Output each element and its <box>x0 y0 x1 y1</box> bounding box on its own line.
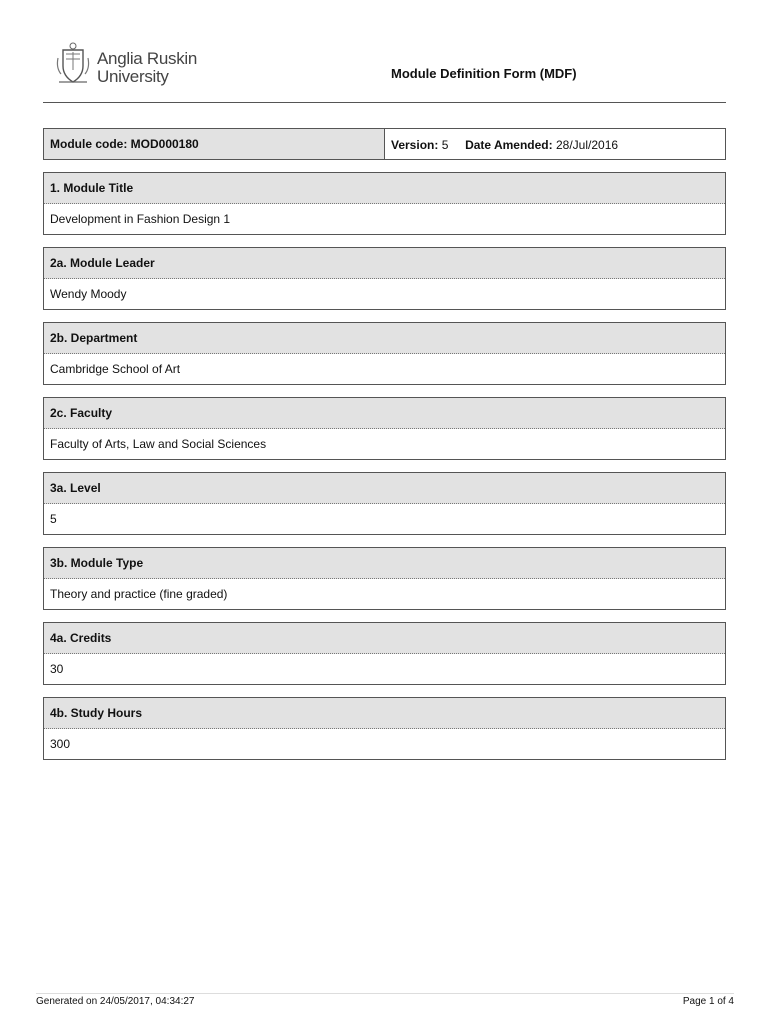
version-date <box>385 129 725 159</box>
university-crest-icon <box>55 40 91 86</box>
section-heading: 2b. Department <box>44 323 725 354</box>
section-credits <box>43 622 726 685</box>
page-header <box>43 38 726 100</box>
section-heading: 4a. Credits <box>44 623 725 654</box>
section-value: Cambridge School of Art <box>50 362 181 376</box>
section-value: Faculty of Arts, Law and Social Sciences <box>50 437 267 451</box>
section-value: Wendy Moody <box>50 287 127 301</box>
footer-divider <box>36 993 734 994</box>
section-module-title <box>43 172 726 235</box>
section-heading: 2c. Faculty <box>44 398 725 429</box>
section-value: 30 <box>50 662 64 676</box>
section-study-hours <box>43 697 726 760</box>
section-faculty <box>43 397 726 460</box>
section-value: Development in Fashion Design 1 <box>50 212 231 226</box>
section-heading: 2a. Module Leader <box>44 248 725 279</box>
section-module-leader <box>43 247 726 310</box>
section-heading: 1. Module Title <box>44 173 725 204</box>
section-value: 300 <box>50 737 71 751</box>
section-heading: 3b. Module Type <box>44 548 725 579</box>
logo-line-1: Anglia Ruskin <box>97 49 198 68</box>
section-department <box>43 322 726 385</box>
module-code: Module code: MOD000180 <box>44 129 385 159</box>
section-value: 5 <box>50 512 57 526</box>
section-value: Theory and practice (fine graded) <box>50 587 228 601</box>
generated-timestamp: Generated on 24/05/2017, 04:34:27 <box>36 996 195 1007</box>
section-heading: 4b. Study Hours <box>44 698 725 729</box>
date-amended-label: Date Amended: <box>465 138 553 152</box>
logo-line-2: University <box>97 67 169 86</box>
page-number: Page 1 of 4 <box>682 996 734 1007</box>
section-level <box>43 472 726 535</box>
form-title: Module Definition Form (MDF) <box>391 66 577 81</box>
date-amended-value: 28/Jul/2016 <box>555 138 619 152</box>
module-code-row <box>43 128 726 160</box>
header-divider <box>43 102 726 103</box>
version-value: 5 <box>441 138 449 152</box>
version-label: Version: <box>391 138 439 152</box>
section-module-type <box>43 547 726 610</box>
section-heading: 3a. Level <box>44 473 725 504</box>
university-logo <box>55 40 197 86</box>
